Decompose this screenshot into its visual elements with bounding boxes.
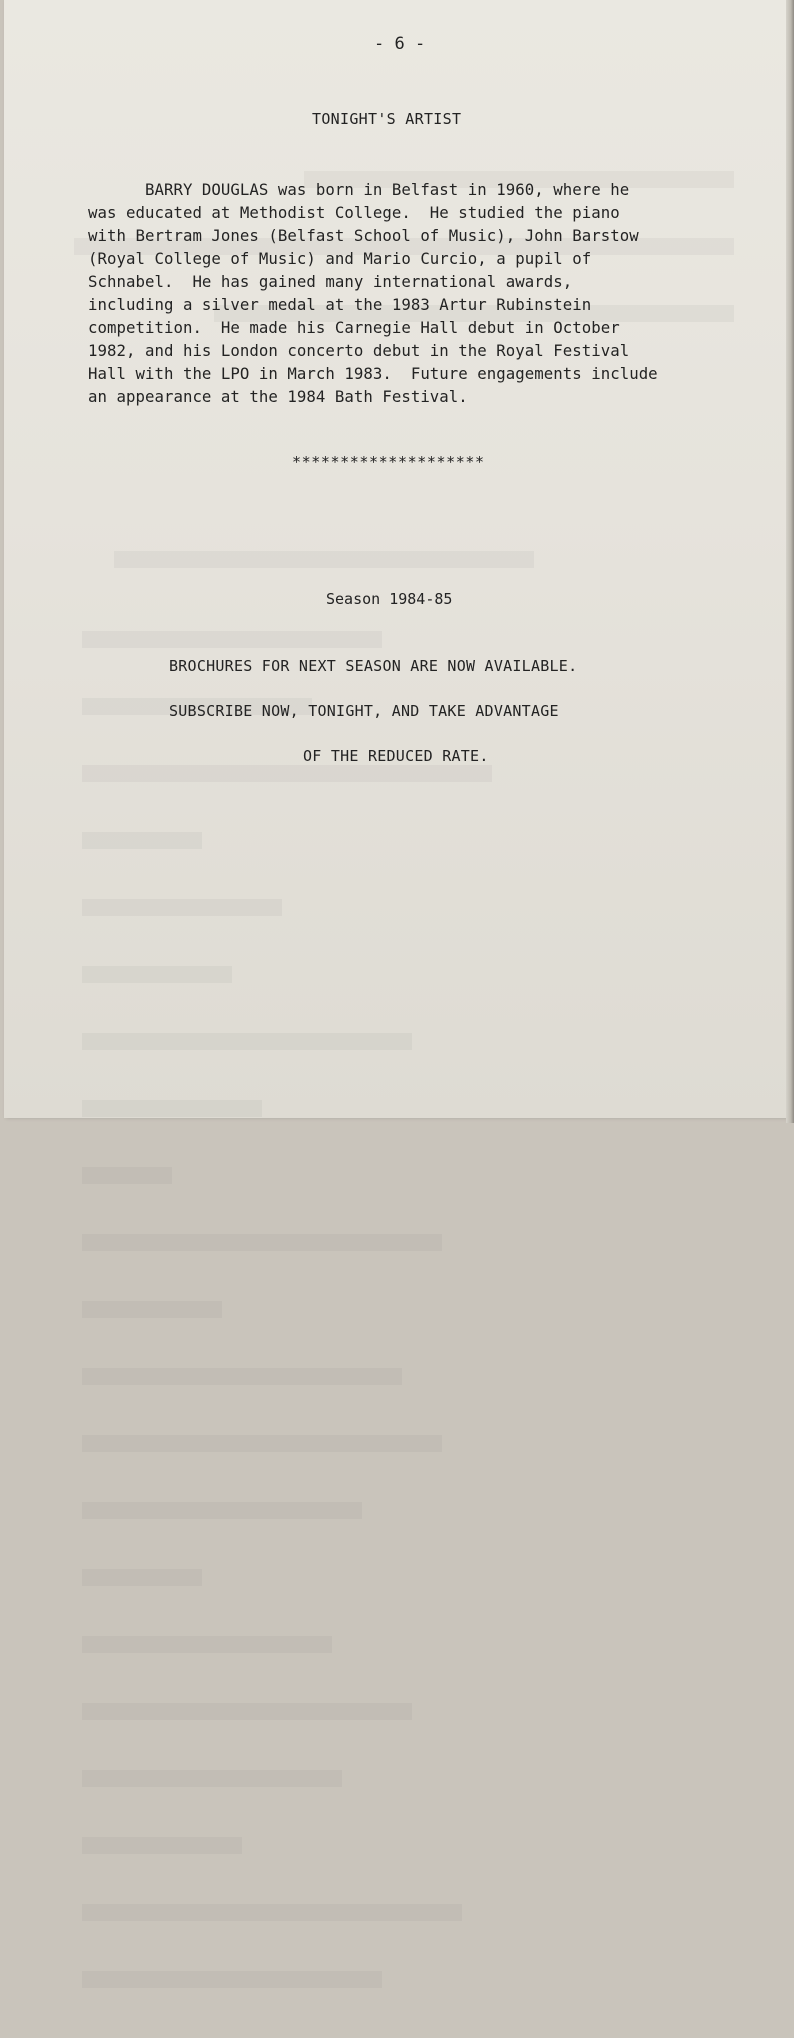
program-page [4, 0, 788, 1118]
bio-line: with Bertram Jones (Belfast School of Music), John Barstow [88, 226, 639, 245]
bio-line: 1982, and his London concerto debut in the Royal Festival [88, 341, 630, 360]
artist-biography [88, 178, 658, 408]
bio-line: including a silver medal at the 1983 Artur Rubinstein [88, 295, 592, 314]
page-number: - 6 - [374, 34, 426, 54]
bio-line: an appearance at the 1984 Bath Festival. [88, 387, 468, 406]
subscribe-notice: SUBSCRIBE NOW, TONIGHT, AND TAKE ADVANTAGE [169, 702, 559, 720]
bio-line: competition. He made his Carnegie Hall debut in October [88, 318, 620, 337]
section-divider: ******************** [292, 453, 485, 471]
page-edge [786, 0, 794, 1123]
show-through-text [82, 585, 502, 2038]
reduced-rate-notice: OF THE REDUCED RATE. [303, 747, 489, 765]
season-title: Season 1984-85 [326, 590, 453, 608]
bio-line: was educated at Methodist College. He studied the piano [88, 203, 620, 222]
bio-line: BARRY DOUGLAS was born in Belfast in 1960, where he [88, 180, 630, 199]
bio-line: (Royal College of Music) and Mario Curcio, a pupil of [88, 249, 592, 268]
bio-line: Hall with the LPO in March 1983. Future engagements include [88, 364, 658, 383]
brochure-notice: BROCHURES FOR NEXT SEASON ARE NOW AVAILABLE. [169, 657, 578, 675]
bio-line: Schnabel. He has gained many international awards, [88, 272, 573, 291]
artist-heading: TONIGHT'S ARTIST [312, 110, 462, 128]
